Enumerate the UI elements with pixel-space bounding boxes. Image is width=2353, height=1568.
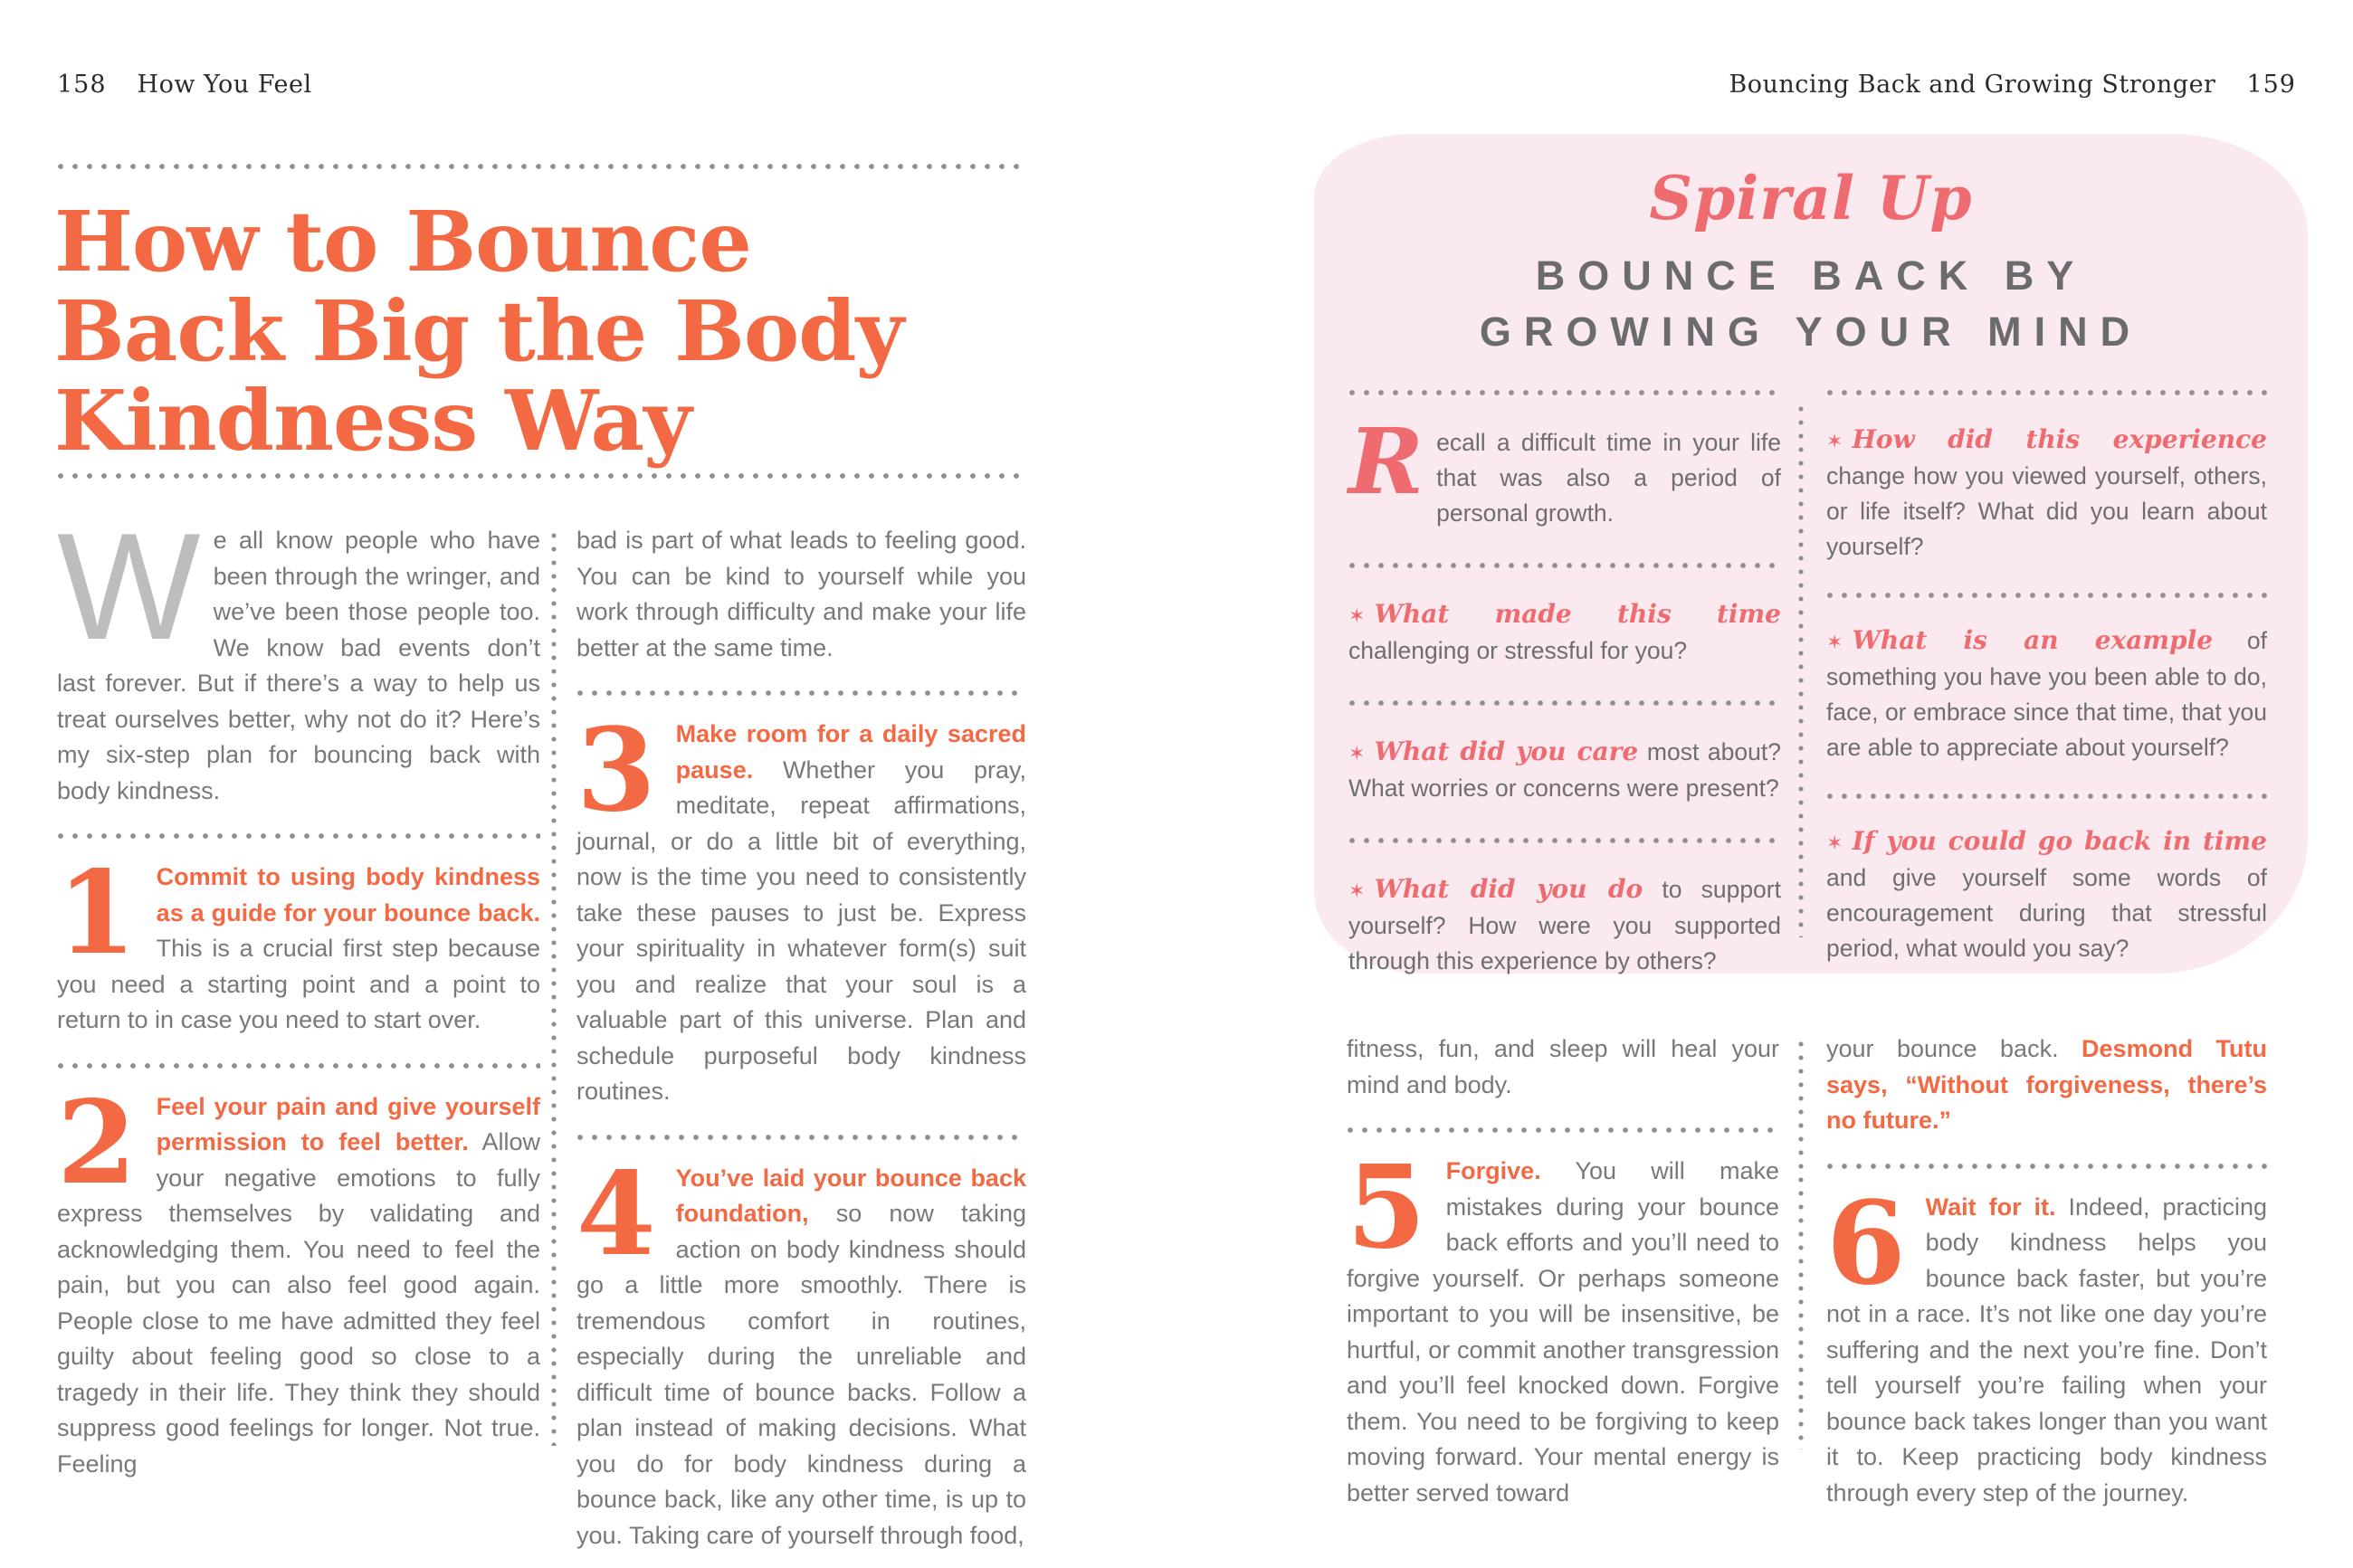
- step-4: [576, 1146, 1026, 1554]
- dotted-separator: [1348, 699, 1781, 707]
- step-6-number: 6: [1826, 1175, 1906, 1310]
- star-icon: ✶: [1348, 604, 1366, 627]
- drop-cap-w: W: [57, 501, 197, 671]
- step-2-lead: Feel your pain and give yourself permission to feel better.: [156, 1092, 540, 1155]
- prompt-text: change how you viewed yourself, others, or life itself? What did you learn about yourself?: [1826, 462, 2267, 560]
- page-title-line: Kindness Way: [54, 372, 691, 470]
- prompt-text: most about? What worries or concerns were present?: [1348, 738, 1781, 802]
- page-title-line: Back Big the Body: [54, 282, 904, 380]
- prompt-text: of something you have you been able to do, face, or embrace since that time, that you are able to appreciate about yourself?: [1826, 627, 2267, 761]
- intro-paragraph: [57, 501, 540, 809]
- continuation-paragraph: [1826, 1031, 2267, 1139]
- tutu-quote: Desmond Tutu says, “Without forgiveness, there’s no future.”: [1826, 1035, 2267, 1134]
- star-icon: ✶: [1826, 430, 1843, 452]
- callout-title-line: BOUNCE BACK BY: [1535, 252, 2087, 299]
- prompt-item: [1826, 422, 2267, 565]
- right-page-column-1: [1347, 1031, 1779, 1511]
- callout-box-title: [1314, 248, 2308, 360]
- dotted-rule-under-title: [57, 472, 1027, 480]
- step-4-number: 4: [576, 1146, 656, 1281]
- step-1-number: 1: [57, 846, 137, 980]
- dotted-separator: [576, 1134, 1026, 1141]
- callout-right-column: [1826, 389, 2267, 966]
- left-running-head: [57, 71, 312, 99]
- step-4-lead: You’ve laid your bounce back foundation,: [675, 1164, 1026, 1227]
- step-5-lead: Forgive.: [1445, 1157, 1541, 1184]
- left-page-column-1: [57, 501, 540, 1482]
- dotted-separator: [1348, 837, 1781, 844]
- prompt-item: [1348, 871, 1781, 979]
- prompt-script-phrase: If you could go back in time: [1852, 826, 2267, 856]
- step-5-number: 5: [1347, 1140, 1426, 1274]
- right-running-head: [1729, 71, 2296, 99]
- step-6-lead: Wait for it.: [1925, 1193, 2056, 1221]
- step-2: [57, 1075, 540, 1483]
- prompt-item: [1348, 596, 1781, 669]
- left-chapter-title: How You Feel: [137, 71, 312, 99]
- callout-intro-text: ecall a difficult time in your life that was also a period of personal growth.: [1436, 429, 1781, 527]
- spiral-up-callout-box: [1314, 134, 2308, 974]
- prompt-script-phrase: What made this time: [1374, 599, 1781, 629]
- step-2-body: Allow your negative emotions to fully express themselves by validating and acknowledging them. You need to feel the pain, but you can also feel good again. People close to me have admitted they feel guilty about feeling good so close to a tragedy in their life. They think they should suppress good feelings for longer. Not true. Feeling: [57, 1128, 540, 1478]
- dotted-separator: [1347, 1126, 1779, 1134]
- prompt-script-phrase: What is an example: [1852, 625, 2214, 655]
- spiral-up-script-title: Spiral Up: [1649, 163, 1973, 233]
- step-3-lead: Make room for a daily sacred pause.: [675, 720, 1026, 784]
- dotted-rule-top-left: [57, 163, 1027, 170]
- continuation-paragraph: bad is part of what leads to feeling good. You can be kind to yourself while you work through difficulty and make your life better at the same time.: [576, 527, 1026, 661]
- prompt-item: [1826, 622, 2267, 765]
- dotted-separator: [1826, 793, 2267, 800]
- prompt-script-phrase: How did this experience: [1852, 424, 2267, 454]
- step-1-lead: Commit to using body kindness as a guide for your bounce back.: [156, 863, 540, 927]
- star-icon: ✶: [1826, 832, 1843, 854]
- star-icon: ✶: [1348, 742, 1366, 765]
- column-divider-left-page: [550, 532, 557, 1446]
- right-page-column-2: [1826, 1031, 2267, 1511]
- right-page-number: 159: [2246, 71, 2296, 99]
- callout-column-divider: [1797, 405, 1805, 937]
- step-1: [57, 846, 540, 1039]
- dotted-separator: [576, 689, 1026, 697]
- callout-left-column: [1348, 389, 1781, 979]
- prompt-item: [1348, 734, 1781, 806]
- dotted-separator: [57, 1062, 540, 1069]
- dotted-separator: [1826, 1163, 2267, 1170]
- callout-title-line: GROWING YOUR MIND: [1479, 309, 2143, 355]
- prompt-script-phrase: What did you do: [1374, 874, 1643, 904]
- step-5: [1347, 1140, 1779, 1511]
- continuation-paragraph: fitness, fun, and sleep will heal your mind and body.: [1347, 1035, 1779, 1098]
- star-icon: ✶: [1826, 631, 1843, 653]
- column-divider-right-page: [1797, 1041, 1805, 1449]
- right-chapter-title: Bouncing Back and Growing Stronger: [1729, 71, 2216, 99]
- prompt-text: challenging or stressful for you?: [1348, 637, 1688, 664]
- page-title: [54, 193, 1068, 470]
- step-3: [576, 703, 1026, 1110]
- prompt-text: and give yourself some words of encouragement during that stressful period, what would you say?: [1826, 864, 2267, 962]
- intro-text: e all know people who have been through the wringer, and we’ve been those people too. We know bad events don’t last forever. But if there’s a way to help us treat ourselves better, why not do it? Here’s my six-step plan for bouncing back with body kindness.: [57, 527, 540, 804]
- step-4-body: so now taking action on body kindness should go a little more smoothly. There is tremendous comfort in routines, especially during the unreliable and difficult time of bounce backs. Follow a plan instead of making decisions. What you do for body kindness during a bounce back, like any other time, is up to you. Taking care of yourself through food,: [576, 1200, 1026, 1549]
- step-1-body: This is a crucial first step because you need a starting point and a point to return to in case you need to start over.: [57, 935, 540, 1033]
- step-3-number: 3: [576, 703, 656, 837]
- left-page-column-2: [576, 523, 1026, 1554]
- dotted-separator: [1826, 389, 2267, 396]
- dotted-separator: [1348, 562, 1781, 569]
- drop-cap-r: R: [1348, 408, 1424, 515]
- prompt-script-phrase: What did you care: [1374, 736, 1639, 766]
- step-6-body: Indeed, practicing body kindness helps you bounce back faster, but you’re not in a race. It’s not like one day you’re suffering and the next you’re fine. Don’t tell yourself you’re failing when your bounce back takes longer than you want it to. Keep practicing body kindness through every step of the journey.: [1826, 1193, 2267, 1506]
- prompt-item: [1826, 823, 2267, 966]
- left-page-number: 158: [57, 71, 107, 99]
- step-6: [1826, 1175, 2267, 1512]
- dotted-separator: [57, 832, 540, 840]
- step-2-number: 2: [57, 1075, 137, 1210]
- callout-intro: [1348, 408, 1781, 531]
- prompt-text: to support yourself? How were you supported through this experience by others?: [1348, 876, 1781, 974]
- step-3-body: Whether you pray, meditate, repeat affirmations, journal, or do a little bit of everything, now is the time you need to consistently take these pauses to just be. Express your spirituality in whatever form(s) suit you and realize that your soul is a valuable part of this universe. Plan and schedule purposeful body kindness routines.: [576, 755, 1026, 1105]
- dotted-separator: [1348, 389, 1781, 396]
- star-icon: ✶: [1348, 879, 1366, 902]
- continuation-plain: your bounce back.: [1826, 1035, 2059, 1062]
- page-title-line: How to Bounce: [54, 193, 751, 290]
- step-5-body: You will make mistakes during your bounce back efforts and you’ll need to forgive yourself. Or perhaps someone important to you will be insensitive, be hurtful, or commit another transgression and you’ll feel knocked down. Forgive them. You need to be forgiving to keep moving forward. Your mental energy is better served toward: [1347, 1157, 1779, 1506]
- dotted-separator: [1826, 592, 2267, 599]
